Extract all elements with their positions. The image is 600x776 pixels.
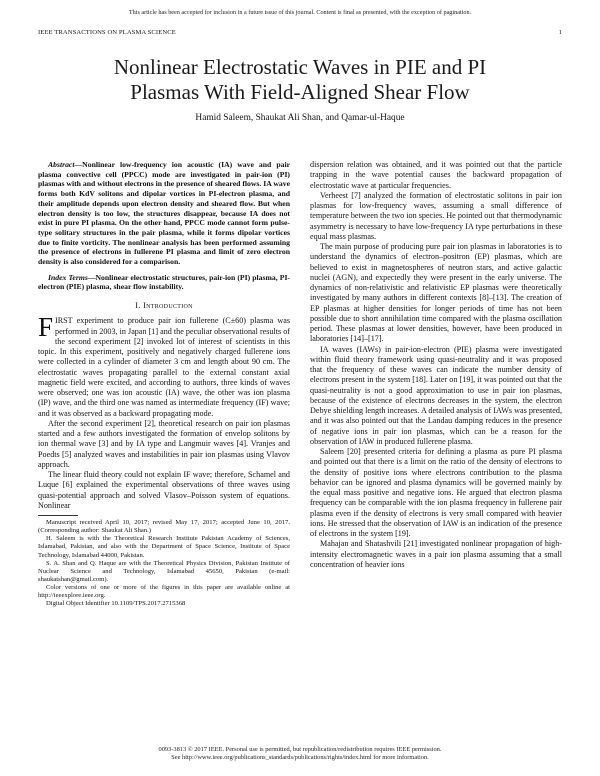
footnote-doi: Digital Object Identifier 10.1109/TPS.2017.2715368: [46, 600, 186, 608]
section-heading-introduction: I. Introduction: [135, 301, 193, 311]
title-line-2: Plasmas With Field-Aligned Shear Flow: [130, 80, 470, 104]
intro-paragraph-2: After the second experiment [2], theoretical research on pair ion plasmas started and a few authors investigated the formation of envelop solitons by ion thermal wave [3] and by IA type and Langmuir waves [4]. Vranjes and Poedts [5] analyzed waves and instabilities in pair ion plasmas using Vlavov approach.: [38, 418, 290, 469]
right-paragraph-3: The main purpose of producing pure pair ion plasmas in laboratories is to understand the dynamics of electron–positron (EP) plasmas, which are believed to exist in magnetospheres of neutron stars, and active galactic nuclei (AGN), and expectedly they were present in the early universe. The dynamics of non-relativistic and relativistic EP plasmas were theoretically investigated by many authors in different contexts [8]–[13]. The creation of EP plasmas at higher densities for longer periods of time has not been possible due to short annihilation time compared with the plasma oscillation period. These plasmas at lower densities, however, have been produced in laboratories [14]–[17].: [310, 242, 562, 344]
index-terms: Index Terms—Nonlinear electrostatic structures, pair-ion (PI) plasma, PI-electron (PIE) plasma, shear flow instability.: [38, 272, 290, 292]
intro-paragraph-3: The linear fluid theory could not explain IF wave; therefore, Schamel and Luque [6] explained the experimental observations of three waves using quasi-potential approach and solved Vlasov–Poisson system of equations. Nonlinear: [38, 470, 290, 510]
paper-title: [40, 55, 560, 105]
right-paragraph-1: dispersion relation was obtained, and it was pointed out that the particle trapping in the wave potential causes the backward propagation of electrostatic wave at particular frequencies.: [310, 160, 562, 190]
footnote-color: Color versions of one or more of the figures in this paper are available online at http://ieeexplore.ieee.org.: [38, 583, 290, 599]
right-paragraph-6: Mahajan and Shatashvili [21] investigated nonlinear propagation of high-intensity electromagnetic waves in a pair ion plasma assuming that a small concentration of heavier ions: [310, 539, 562, 569]
accepted-notice: This article has been accepted for inclusion in a future issue of this journal. Content is final as presented, with the exception of pagination.: [128, 9, 472, 16]
title-line-1: Nonlinear Electrostatic Waves in PIE and PI: [113, 55, 487, 79]
index-terms-text: Nonlinear electrostatic structures, pair-ion (PI) plasma, PI-electron (PIE) plasma, shear flow instability.: [38, 272, 290, 292]
drop-cap: F: [38, 312, 54, 343]
copyright-footer: [0, 746, 600, 762]
footnote-rule: [38, 515, 78, 516]
running-head: [38, 29, 562, 36]
footnotes: [38, 519, 290, 608]
footer-line-2: See http://www.ieee.org/publications_standards/publications/rights/index.html for more information.: [171, 754, 429, 761]
index-terms-label: Index Terms: [48, 272, 88, 282]
abstract: Abstract—Nonlinear low-frequency ion acoustic (IA) wave and pair plasma convective cell (PPCC) mode are investigated in pair-ion (PI) plasmas with and without electrons in the presence of sheared flows. IA wave forms both KdV solitons and dipolar vortices in PI-electron plasma, and their amplitude depends upon electron density and sheared flow. But when electron density is too low, the structures disappear, because IA does not exist in pure PI plasma. On the other hand, PPCC mode cannot form pulse-type solitary structures in the pair plasma, while it forms dipolar vortices due to finite vorticity. The nonlinear analysis has been performed assuming the presence of electrons in fullerene PI plasma and limit of zero electron density is also considered for a comparison.: [38, 160, 290, 267]
page-number: 1: [558, 29, 562, 36]
right-column: [310, 160, 562, 570]
journal-name: IEEE TRANSACTIONS ON PLASMA SCIENCE: [38, 29, 176, 36]
right-paragraph-2: Verheest [7] analyzed the formation of electrostatic solitons in pair ion plasmas for low-frequency waves, assuming a small difference of temperature between the two ion species. He pointed out that thermodynamic asymmetry is necessary to have low-frequency IA type perturbations in these equal mass plasmas.: [310, 190, 562, 241]
left-column: [38, 160, 290, 608]
author-list: Hamid Saleem, Shaukat Ali Shan, and Qamar-ul-Haque: [195, 113, 405, 123]
right-paragraph-4: IA waves (IAWs) in pair-ion-electron (PIE) plasma were investigated within fluid theory framework using quasi-neutrality and it was proposed that the frequency of these waves can indicate the number density of electrons present in the system [18]. Later on [19], it was pointed out that the quasi-neutrality is not a good approximation to use in pair ion plasmas, because of the existence of electrons decreases in the system, the electron Debye shielding length increases. A detailed analysis of IAWs was presented, and it was also pointed out that the Landau damping reduces in the presence of negative ions in pair ion plasmas, which can be a reason for the observation of IAW in produced fullerene plasma.: [310, 344, 562, 446]
abstract-label: Abstract: [48, 160, 75, 169]
footnote-saleem: H. Saleem is with the Theoretical Research Institute Pakistan Academy of Sciences, Islamabad, Pakistan, and also with the Department of Space Science, Institute of Space Technology, Islamabad 44000, Pakistan.: [38, 535, 290, 559]
footnote-shan-haque: S. A. Shan and Q. Haque are with the Theoretical Physics Division, Pakistan Institute of Nuclear Science and Technology, Islamabad 45650, Pakistan (e-mail: shaukatshan@gmail.com).: [38, 559, 290, 583]
footer-line-1: 0093-3813 © 2017 IEEE. Personal use is permitted, but republication/redistribution requires IEEE permission.: [158, 746, 442, 753]
intro-paragraph-1: [38, 312, 290, 419]
intro-p1-text: IRST experiment to produce pair ion fullerene (C±60) plasma was performed in 2003, in Japan [1] and the peculiar observational results of the second experiment [2] invoked lot of interest of scientists in this topic. In this experiment, positively and negatively charged fullerene ions were collected in a cylinder of diameter 3 cm and length about 90 cm. The electrostatic waves propagating parallel to the external constant axial magnetic field were excited, and according to authors, three kinds of waves were observed; one was ion acoustic (IA) wave, the other was ion plasma (IP) wave, and the third one was named as intermediate frequency (IF) wave; and it was observed as a backward propagating mode.: [38, 316, 290, 418]
right-paragraph-5: Saleem [20] presented criteria for defining a plasma as pure PI plasma and pointed out that there is a limit on the ratio of the density of electrons to the density of positive ions where electrons contribution to the plasma behavior can be ignored and plasma dynamics will be governed mainly by the equal mass positive and negative ions. He argued that electron plasma frequency can be comparable with the ion plasma frequency in fullerene pair plasma even if the density of electrons is very small compared with heavier ions. He stressed that the observation of IAW is an indication of the presence of electrons in the system [19].: [310, 447, 562, 538]
footnote-manuscript: Manuscript received April 10, 2017; revised May 17, 2017; accepted June 10, 2017. (Corresponding author: Shaukat Ali Shan.): [38, 519, 290, 535]
abstract-text: Nonlinear low-frequency ion acoustic (IA) wave and pair plasma convective cell (PPCC) mode are investigated in pair-ion (PI) plasmas with and without electrons in the presence of sheared flows. IA wave forms both KdV solitons and dipolar vortices in PI-electron plasma, and their amplitude depends upon electron density and sheared flow. But when electron density is too low, the structures disappear, because IA does not exist in pure PI plasma. On the other hand, PPCC mode cannot form pulse-type solitary structures in the pair plasma, while it forms dipolar vortices due to finite vorticity. The nonlinear analysis has been performed assuming the presence of electrons in fullerene PI plasma and limit of zero electron density is also considered for a comparison.: [38, 160, 290, 267]
